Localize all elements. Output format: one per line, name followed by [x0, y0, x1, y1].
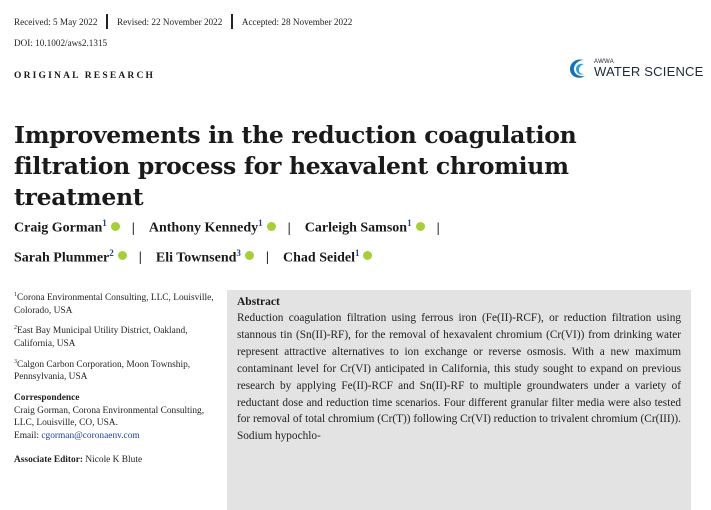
correspondence-heading: Correspondence — [14, 392, 80, 403]
affiliation: $^3$Calgon Carbon Corporation, Moon Township, Pennsylvania, USA — [14, 358, 191, 383]
author-separator: | — [287, 220, 291, 236]
author-separator: | — [265, 250, 270, 266]
author-list — [14, 211, 704, 270]
abstract-body: Reduction coagulation filtration using ferrous iron (Fe(II)-RCF), or reduction filtration using stannous tin (Sn(II)-RF), for the removal of hexavalent chromium (Cr(VI)) from drinking water represent attractive alternatives to ion exchange or reverse osmosis. With a new maximum contaminant level for Cr(VI) anticipated in California, this study sought to expand on previous research by applying Fe(II)-RCF and Sn(II)-RF to multiple groundwaters under a variety of reductant dose and reduction time scenarios. Four different granular filter media were also tested for removal of total chromium (Cr(T)) following Cr(VI) reduction to trivalent chromium (Cr(III)). Sodium hypochlo- — [237, 312, 681, 443]
affiliation-ref[interactable]: 1 — [102, 218, 107, 228]
orcid-icon[interactable] — [118, 251, 127, 260]
correspondence-email-line: Email: cgorman@coronaenv.com — [14, 430, 140, 441]
abstract-box — [227, 290, 691, 510]
author-name[interactable]: Chad Seidel$^1$iD — [283, 241, 372, 271]
doi[interactable]: DOI: 10.1002/aws2.1315 — [14, 38, 108, 48]
date-divider — [231, 14, 233, 29]
article-dates — [14, 14, 352, 29]
water-drop-logo-icon — [566, 57, 590, 79]
revised-date: Revised: 22 November 2022 — [116, 16, 223, 27]
author-name[interactable]: Sarah Plummer$^2$iD — [14, 241, 127, 271]
orcid-icon[interactable] — [267, 222, 276, 231]
affiliation-ref[interactable]: 1 — [258, 218, 263, 228]
date-divider — [106, 14, 108, 29]
section-label: ORIGINAL RESEARCH — [14, 71, 156, 81]
logo-journal-name: WATER SCIENCE — [594, 63, 704, 79]
author-name[interactable]: Eli Townsend$^3$iD — [156, 241, 254, 271]
affiliation-ref[interactable]: 3 — [236, 247, 241, 258]
affiliation-ref[interactable]: 1 — [407, 218, 412, 228]
author-name[interactable]: Anthony Kennedy$^1$iD — [149, 211, 276, 241]
abstract-heading: Abstract — [237, 296, 280, 308]
author-separator: | — [436, 220, 440, 236]
author-name[interactable]: Carleigh Samson$^1$iD — [305, 211, 425, 241]
affiliation: $^2$East Bay Municipal Utility District, Oakland, California, USA — [14, 325, 188, 350]
affiliation: $^1$Corona Environmental Consulting, LLC, Louisville, Colorado, USA — [14, 292, 214, 316]
affiliations-column — [14, 289, 214, 467]
article-title: Improvements in the reduction coagulation filtration process for hexavalent chromium treatment — [14, 121, 577, 211]
logo-awwa-text: AWWA — [594, 58, 615, 65]
author-separator: | — [131, 220, 135, 236]
affiliation-ref[interactable]: 2 — [109, 247, 114, 258]
associate-editor: Associate Editor: Nicole K Blute — [14, 455, 143, 466]
received-date: Received: 5 May 2022 — [14, 16, 98, 27]
orcid-icon[interactable] — [416, 222, 425, 231]
author-separator: | — [138, 250, 142, 266]
affiliation-ref[interactable]: 1 — [354, 247, 360, 258]
orcid-icon[interactable] — [363, 251, 372, 260]
email-link[interactable]: cgorman@coronaenv.com — [41, 430, 140, 441]
correspondence-text: Craig Gorman, Corona Environmental Consulting, LLC, Louisville, CO, USA. — [14, 405, 205, 429]
orcid-icon[interactable] — [111, 222, 120, 231]
orcid-icon[interactable] — [245, 251, 254, 260]
journal-logo[interactable] — [566, 57, 704, 79]
author-name[interactable]: Craig Gorman$^1$iD — [14, 211, 120, 241]
accepted-date: Accepted: 28 November 2022 — [241, 16, 353, 27]
